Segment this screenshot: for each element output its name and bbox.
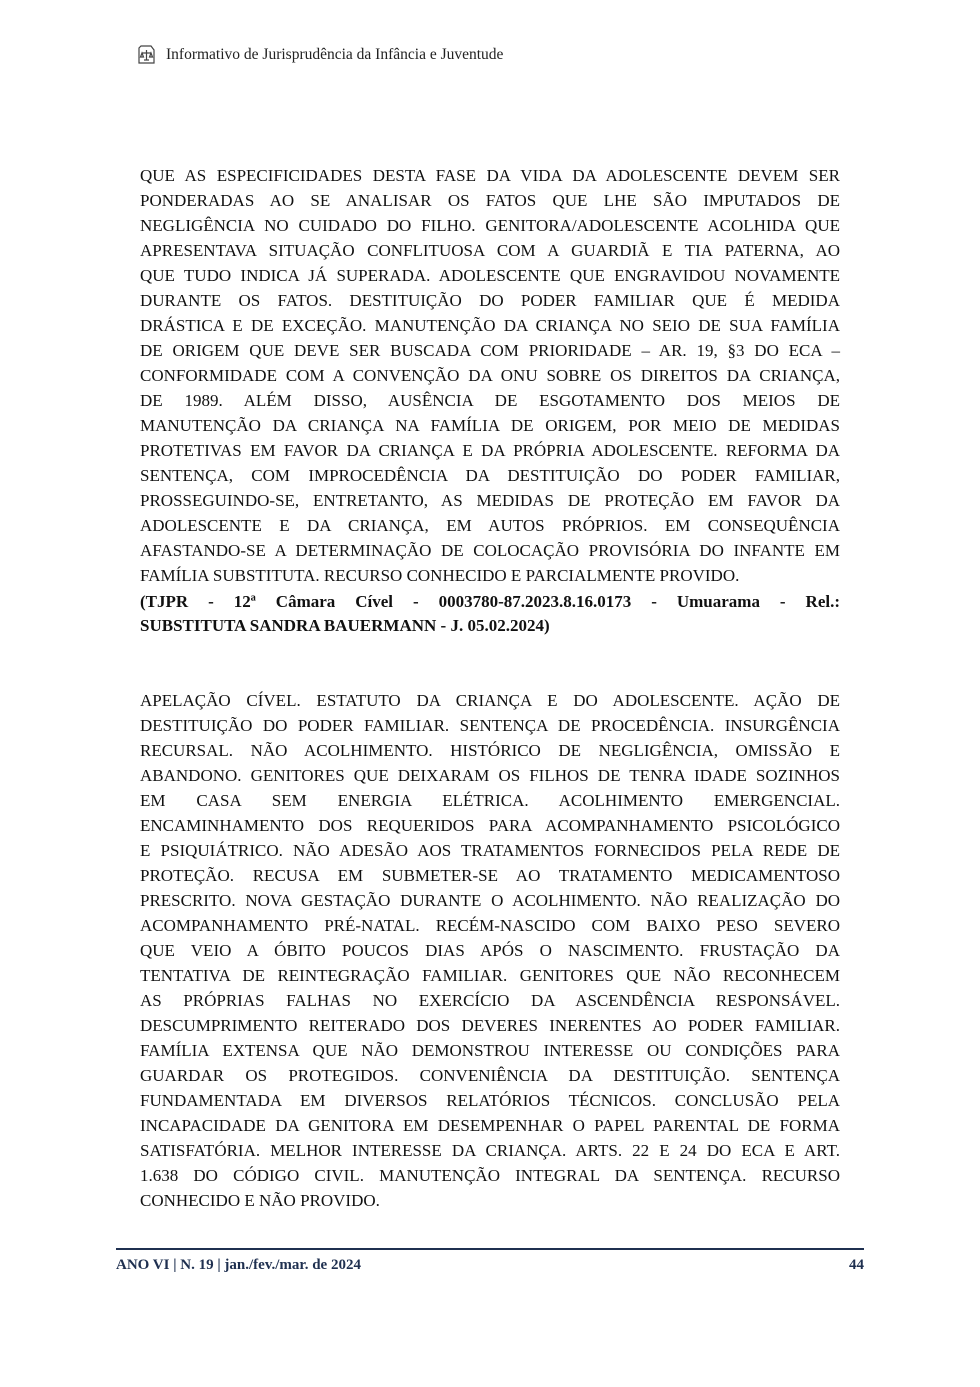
text-line: (TJPR - 12ª Câmara Cível - 0003780-87.2023.8.16.0173 - Umuarama - Rel.: [140, 592, 840, 611]
text-line: DRÁSTICA E DE EXCEÇÃO. MANUTENÇÃO DA CRIANÇA NO SEIO DE SUA FAMÍLIA [140, 316, 840, 335]
text-line: ABANDONO. GENITORES QUE DEIXARAM OS FILHOS DE TENRA IDADE SOZINHOS [140, 766, 840, 785]
text-line: QUE VEIO A ÓBITO POUCOS DIAS APÓS O NASCIMENTO. FRUSTAÇÃO DA [140, 941, 840, 960]
issue-info: ANO VI | N. 19 | jan./fev./mar. de 2024 [116, 1257, 361, 1273]
text-line: DURANTE OS FATOS. DESTITUIÇÃO DO PODER FAMILIAR QUE É MEDIDA [140, 291, 840, 310]
summary-paragraph-2 [140, 688, 840, 1213]
text-line: PROSSEGUINDO-SE, ENTRETANTO, AS MEDIDAS DE PROTEÇÃO EM FAVOR DA [140, 491, 840, 510]
text-line: ACOMPANHAMENTO PRÉ-NATAL. RECÉM-NASCIDO COM BAIXO PESO SEVERO [140, 916, 840, 935]
text-line: E PSIQUIÁTRICO. NÃO ADESÃO AOS TRATAMENTOS FORNECIDOS PELA REDE DE [140, 841, 840, 860]
text-line: TENTATIVA DE REINTEGRAÇÃO FAMILIAR. GENITORES QUE NÃO RECONHECEM [140, 966, 840, 985]
text-line: NEGLIGÊNCIA NO CUIDADO DO FILHO. GENITORA/ADOLESCENTE ACOLHIDA QUE [140, 216, 840, 235]
text-line: SENTENÇA, COM IMPROCEDÊNCIA DA DESTITUIÇÃO DO PODER FAMILIAR, [140, 466, 840, 485]
text-line: RECURSAL. NÃO ACOLHIMENTO. HISTÓRICO DE NEGLIGÊNCIA, OMISSÃO E [140, 741, 840, 760]
text-line: EM CASA SEM ENERGIA ELÉTRICA. ACOLHIMENTO EMERGENCIAL. [140, 791, 840, 810]
text-line: CONHECIDO E NÃO PROVIDO. [140, 1191, 380, 1210]
footer-divider [116, 1248, 864, 1250]
text-line: CONFORMIDADE COM A CONVENÇÃO DA ONU SOBRE OS DIREITOS DA CRIANÇA, [140, 366, 840, 385]
text-line: SATISFATÓRIA. MELHOR INTERESSE DA CRIANÇA. ARTS. 22 E 24 DO ECA E ART. [140, 1141, 840, 1160]
text-line: DESCUMPRIMENTO REITERADO DOS DEVERES INERENTES AO PODER FAMILIAR. [140, 1016, 840, 1035]
text-line: FAMÍLIA SUBSTITUTA. RECURSO CONHECIDO E PARCIALMENTE PROVIDO. [140, 566, 740, 585]
text-line: FAMÍLIA EXTENSA QUE NÃO DEMONSTROU INTERESSE OU CONDIÇÕES PARA [140, 1041, 840, 1060]
citation [140, 590, 840, 638]
text-line: ADOLESCENTE E DA CRIANÇA, EM AUTOS PRÓPRIOS. EM CONSEQUÊNCIA [140, 516, 840, 535]
summary-paragraph-1 [140, 163, 840, 588]
text-line: ENCAMINHAMENTO DOS REQUERIDOS PARA ACOMPANHAMENTO PSICOLÓGICO [140, 816, 840, 835]
text-line: MANUTENÇÃO DA CRIANÇA NA FAMÍLIA DE ORIGEM, POR MEIO DE MEDIDAS [140, 416, 840, 435]
text-line: PONDERADAS AO SE ANALISAR OS FATOS QUE LHE SÃO IMPUTADOS DE [140, 191, 840, 210]
text-line: 1.638 DO CÓDIGO CIVIL. MANUTENÇÃO INTEGRAL DA SENTENÇA. RECURSO [140, 1166, 840, 1185]
scales-of-justice-icon [136, 44, 158, 66]
text-line: AFASTANDO-SE A DETERMINAÇÃO DE COLOCAÇÃO PROVISÓRIA DO INFANTE EM [140, 541, 840, 560]
text-line: SUBSTITUTA SANDRA BAUERMANN - J. 05.02.2024) [140, 616, 550, 635]
text-line: APELAÇÃO CÍVEL. ESTATUTO DA CRIANÇA E DO ADOLESCENTE. AÇÃO DE [140, 691, 840, 710]
text-line: DE 1989. ALÉM DISSO, AUSÊNCIA DE ESGOTAMENTO DOS MEIOS DE [140, 391, 840, 410]
text-line: DE ORIGEM QUE DEVE SER BUSCADA COM PRIORIDADE – AR. 19, §3 DO ECA – [140, 341, 840, 360]
text-line: PRESCRITO. NOVA GESTAÇÃO DURANTE O ACOLHIMENTO. NÃO REALIZAÇÃO DO [140, 891, 840, 910]
text-line: GUARDAR OS PROTEGIDOS. CONVENIÊNCIA DA DESTITUIÇÃO. SENTENÇA [140, 1066, 840, 1085]
text-line: INCAPACIDADE DA GENITORA EM DESEMPENHAR O PAPEL PARENTAL DE FORMA [140, 1116, 840, 1135]
text-line: AS PRÓPRIAS FALHAS NO EXERCÍCIO DA ASCENDÊNCIA RESPONSÁVEL. [140, 991, 840, 1010]
text-line: QUE AS ESPECIFICIDADES DESTA FASE DA VIDA DA ADOLESCENTE DEVEM SER [140, 166, 840, 185]
text-line: DESTITUIÇÃO DO PODER FAMILIAR. SENTENÇA DE PROCEDÊNCIA. INSURGÊNCIA [140, 716, 840, 735]
text-line: APRESENTAVA SITUAÇÃO CONFLITUOSA COM A GUARDIÃ E TIA PATERNA, AO [140, 241, 840, 260]
text-line: QUE TUDO INDICA JÁ SUPERADA. ADOLESCENTE QUE ENGRAVIDOU NOVAMENTE [140, 266, 840, 285]
text-line: FUNDAMENTADA EM DIVERSOS RELATÓRIOS TÉCNICOS. CONCLUSÃO PELA [140, 1091, 840, 1110]
page-number: 44 [849, 1257, 864, 1273]
text-line: PROTETIVAS EM FAVOR DA CRIANÇA E DA PRÓPRIA ADOLESCENTE. REFORMA DA [140, 441, 840, 460]
text-line: PROTEÇÃO. RECUSA EM SUBMETER-SE AO TRATAMENTO MEDICAMENTOSO [140, 866, 840, 885]
footer [116, 1257, 864, 1274]
publication-title: Informativo de Jurisprudência da Infância e Juventude [166, 46, 504, 63]
running-header [136, 44, 503, 66]
